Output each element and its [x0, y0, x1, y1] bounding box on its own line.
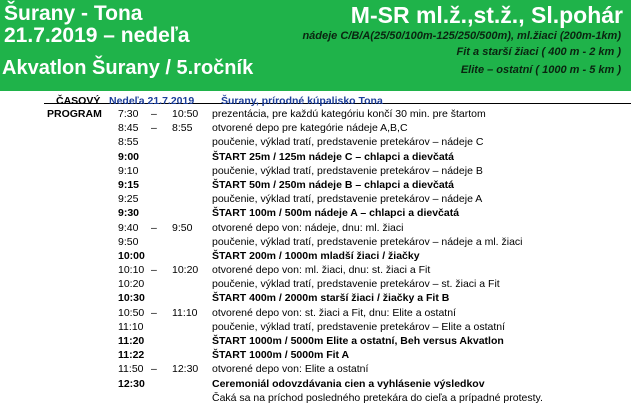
- event-title: Šurany - Tona: [4, 2, 143, 25]
- row-time-dash: –: [151, 264, 157, 277]
- schedule-row: [0, 307, 631, 321]
- schedule-row: [0, 264, 631, 278]
- schedule-row: [0, 207, 631, 221]
- schedule-date: Nedeľa 21.7.2019: [109, 95, 195, 107]
- row-start-time: 11:50: [118, 363, 144, 376]
- category-line-fit: Fit a starší žiaci ( 400 m - 2 km ): [456, 46, 621, 58]
- schedule-row: [0, 335, 631, 349]
- row-description: otvorené depo von: Elite a ostatní: [212, 363, 369, 376]
- row-end-time: 8:55: [172, 122, 193, 135]
- schedule-row: [0, 165, 631, 179]
- row-start-time: 9:25: [118, 193, 139, 206]
- schedule-row: [0, 278, 631, 292]
- row-description: Čaká sa na príchod posledného pretekára do cieľa a prípadné protesty.: [212, 391, 543, 404]
- row-description: ŠTART 100m / 500m nádeje A – chlapci a dievčatá: [212, 207, 460, 220]
- schedule-row: [0, 292, 631, 306]
- schedule-row: [0, 378, 631, 392]
- schedule-row: [0, 321, 631, 335]
- row-time-dash: –: [151, 108, 157, 120]
- schedule-row: [0, 151, 631, 165]
- row-start-time: 11:22: [118, 349, 145, 362]
- series-title: M-SR ml.ž.,st.ž., Sl.pohár: [350, 2, 623, 28]
- row-description: otvorené depo von: ml. žiaci, dnu: st. žiaci a Fit: [212, 264, 431, 277]
- row-start-time: 10:00: [118, 249, 145, 262]
- schedule-location: Šurany, prírodné kúpalisko Tona: [221, 95, 383, 107]
- event-name: Akvatlon Šurany / 5.ročník: [2, 57, 254, 79]
- schedule: [0, 95, 631, 406]
- row-start-time: 9:50: [118, 235, 139, 248]
- row-end-time: 10:50: [172, 108, 199, 120]
- schedule-label: ČASOVÝ: [56, 95, 101, 107]
- schedule-row: [0, 122, 631, 136]
- row-description: ŠTART 1000m / 5000m Elite a ostatní, Beh versus Akvatlon: [212, 335, 504, 347]
- schedule-row: [0, 136, 631, 150]
- schedule-row: [0, 250, 631, 264]
- row-start-time: 11:20: [118, 335, 145, 347]
- row-description: ŠTART 25m / 125m nádeje C – chlapci a dievčatá: [212, 150, 454, 163]
- row-start-time: 9:10: [118, 164, 139, 177]
- schedule-row: [0, 392, 631, 406]
- row-time-dash: –: [151, 122, 157, 135]
- schedule-row: [0, 236, 631, 250]
- row-end-time: 12:30: [172, 363, 199, 376]
- row-start-time: 9:15: [118, 178, 140, 191]
- category-line-elite: Elite – ostatní ( 1000 m - 5 km ): [460, 64, 621, 76]
- schedule-row: [0, 222, 631, 236]
- schedule-rows: [0, 108, 631, 406]
- row-description: Ceremoniál odovzdávania cien a vyhlásenie výsledkov: [212, 377, 485, 390]
- category-line-nadeje: nádeje C/B/A(25/50/100m-125/250/500m), ml.žiaci (200m-1km): [302, 30, 621, 42]
- row-start-time: 10:20: [118, 278, 145, 291]
- event-date: 21.7.2019 – nedeľa: [4, 24, 190, 47]
- row-description: otvorené depo pre kategórie nádeje A,B,C: [212, 122, 408, 135]
- row-description: otvorené depo von: st. žiaci a Fit, dnu: Elite a ostatní: [212, 306, 456, 319]
- row-start-time: 12:30: [118, 377, 145, 390]
- schedule-row: [0, 179, 631, 193]
- header-banner: [0, 0, 631, 91]
- row-time-dash: –: [151, 363, 157, 376]
- row-start-time: 11:10: [118, 320, 144, 333]
- row-start-time: 9:40: [118, 221, 139, 234]
- row-start-time: 9:30: [118, 207, 140, 220]
- row-description: ŠTART 1000m / 5000m Fit A: [212, 349, 350, 362]
- row-time-dash: –: [151, 221, 157, 234]
- row-start-time: 10:30: [118, 292, 145, 305]
- row-end-time: 11:10: [172, 306, 198, 319]
- row-description: ŠTART 200m / 1000m mladší žiaci / žiačky: [212, 249, 420, 262]
- row-start-time: 10:50: [118, 306, 145, 319]
- row-description: ŠTART 50m / 250m nádeje B – chlapci a dievčatá: [212, 178, 454, 191]
- row-description: poučenie, výklad tratí, predstavenie pretekárov – nádeje C: [212, 136, 484, 149]
- row-start-time: 10:10: [118, 264, 145, 277]
- row-start-time: 8:55: [118, 136, 139, 149]
- row-description: poučenie, výklad tratí, predstavenie pretekárov – nádeje B: [212, 164, 483, 177]
- row-start-time: 8:45: [118, 122, 139, 135]
- row-start-time: 7:30: [118, 108, 139, 120]
- schedule-label-2: PROGRAM: [47, 108, 102, 120]
- row-end-time: 10:20: [172, 264, 199, 277]
- row-time-dash: –: [151, 306, 157, 319]
- row-description: poučenie, výklad tratí, predstavenie pretekárov – Elite a ostatní: [212, 320, 506, 333]
- row-description: prezentácia, pre každú kategóriu končí 30 min. pre štartom: [212, 108, 486, 120]
- row-description: ŠTART 400m / 2000m starší žiaci / žiačky a Fit B: [212, 292, 450, 305]
- row-start-time: 9:00: [118, 150, 140, 163]
- schedule-row: [0, 108, 631, 122]
- row-description: poučenie, výklad tratí, predstavenie pretekárov – st. žiaci a Fit: [212, 278, 500, 291]
- row-end-time: 9:50: [172, 221, 193, 234]
- schedule-meta: [0, 95, 631, 108]
- schedule-row: [0, 193, 631, 207]
- schedule-row: [0, 363, 631, 377]
- row-description: otvorené depo von: nádeje, dnu: ml. žiaci: [212, 221, 404, 234]
- row-description: poučenie, výklad tratí, predstavenie pretekárov – nádeje A: [212, 193, 483, 206]
- row-description: poučenie, výklad tratí, predstavenie pretekárov – nádeje a ml. žiaci: [212, 235, 523, 248]
- schedule-row: [0, 349, 631, 363]
